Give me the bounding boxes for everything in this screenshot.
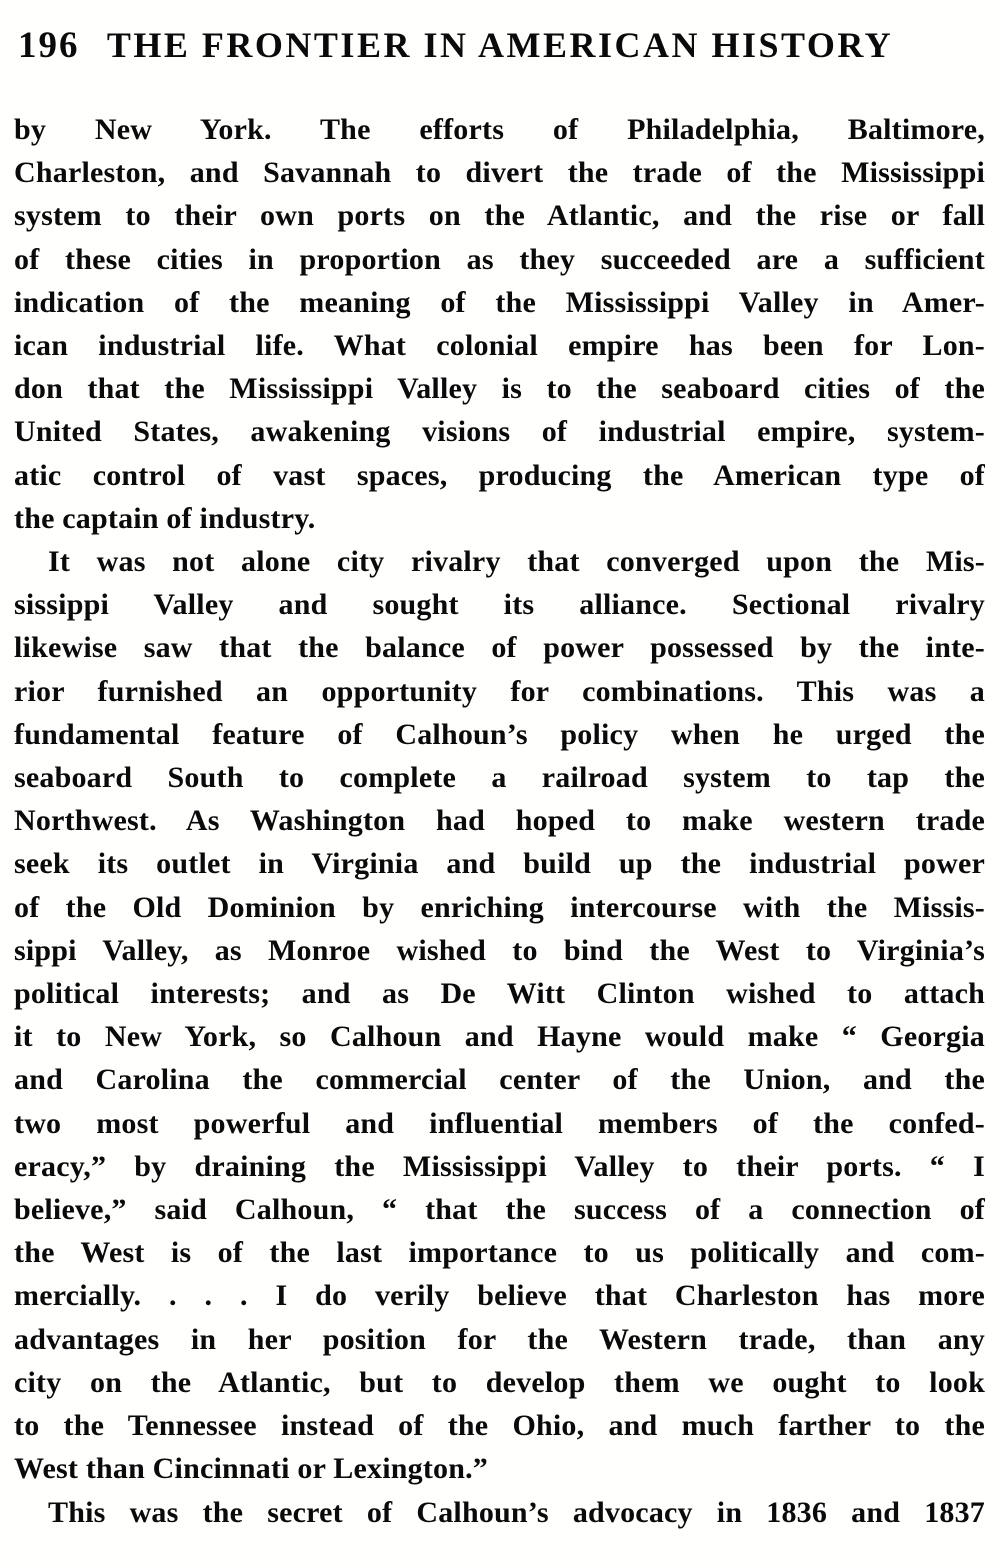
text-line: It was not alone city rivalry that converged upon the Mis- <box>48 545 985 579</box>
text-line: ican industrial life. What colonial empire has been for Lon- <box>14 329 985 363</box>
text-line: mercially. . . . I do verily believe that Charleston has more <box>14 1279 985 1313</box>
text-line: of the Old Dominion by enriching intercourse with the Missis- <box>14 890 985 924</box>
text-line: This was the secret of Calhoun’s advocacy in 1836 and 1837 <box>48 1495 985 1529</box>
text-line: sippi Valley, as Monroe wished to bind the West to Virginia’s <box>14 933 985 967</box>
text-line: Charleston, and Savannah to divert the trade of the Mississippi <box>14 156 985 190</box>
text-line: United States, awakening visions of industrial empire, system- <box>14 415 985 449</box>
text-line: city on the Atlantic, but to develop them we ought to look <box>14 1365 985 1399</box>
paragraph <box>14 540 985 1490</box>
text-line: system to their own ports on the Atlantic, and the rise or fall <box>14 199 985 233</box>
running-title: THE FRONTIER IN AMERICAN HISTORY <box>106 25 894 65</box>
text-line: seek its outlet in Virginia and build up the industrial power <box>14 847 985 881</box>
text-line: West than Cincinnati or Lexington.” <box>14 1452 489 1486</box>
text-line: the West is of the last importance to us politically and com- <box>14 1236 985 1270</box>
text-line: rior furnished an opportunity for combinations. This was a <box>14 674 985 708</box>
text-line: likewise saw that the balance of power possessed by the inte- <box>14 631 985 665</box>
text-line: seaboard South to complete a railroad system to tap the <box>14 761 985 795</box>
text-line: sissippi Valley and sought its alliance. Sectional rivalry <box>14 588 985 622</box>
text-line: believe,” said Calhoun, “ that the success of a connection of <box>14 1193 985 1227</box>
text-line: advantages in her position for the Western trade, than any <box>14 1322 985 1356</box>
text-line: two most powerful and influential members of the confed- <box>14 1106 985 1140</box>
paragraph <box>14 1491 985 1534</box>
text-line: atic control of vast spaces, producing the American type of <box>14 458 985 492</box>
text-line: fundamental feature of Calhoun’s policy when he urged the <box>14 717 985 751</box>
text-line: political interests; and as De Witt Clinton wished to attach <box>14 977 985 1011</box>
text-line: to the Tennessee instead of the Ohio, and much farther to the <box>14 1409 985 1443</box>
text-line: it to New York, so Calhoun and Hayne would make “ Georgia <box>14 1020 985 1054</box>
text-line: the captain of industry. <box>14 501 316 535</box>
text-line: Northwest. As Washington had hoped to make western trade <box>14 804 985 838</box>
text-line: by New York. The efforts of Philadelphia, Baltimore, <box>14 113 985 146</box>
text-line: of these cities in proportion as they succeeded are a sufficient <box>14 242 985 276</box>
text-line: don that the Mississippi Valley is to the seaboard cities of the <box>14 372 985 406</box>
page-header <box>0 24 1000 64</box>
page-body <box>14 108 985 1534</box>
text-line: indication of the meaning of the Mississippi Valley in Amer- <box>14 285 985 319</box>
paragraph <box>14 108 985 540</box>
text-line: and Carolina the commercial center of the Union, and the <box>14 1063 985 1097</box>
text-line: eracy,” by draining the Mississippi Valley to their ports. “ I <box>14 1149 985 1183</box>
page-number: 196 <box>18 25 80 66</box>
